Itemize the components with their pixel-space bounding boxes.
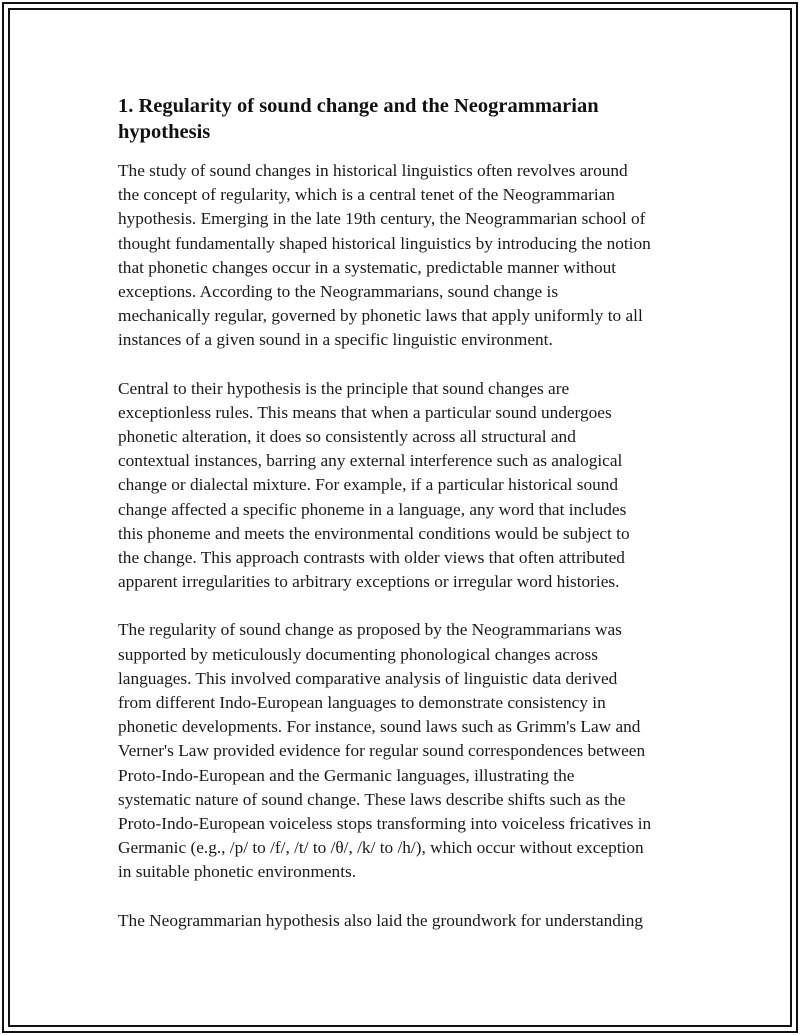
paragraph-regularity-intro: The study of sound changes in historical linguistics often revolves around the concept of regularity, which is a central tenet of the Neogrammarian hypothesis. Emerging in the late 19th century, the Neogrammarian school of thought fundamentally shaped historical linguistics by introducing the notion that phonetic changes occur in a systematic, predictable manner without exceptions. According to the Neogrammarians, sound change is mechanically regular, governed by phonetic laws that apply uniformly to all instances of a given sound in a specific linguistic environment. xyxy=(118,161,651,350)
section-heading: 1. Regularity of sound change and the Neogrammarian hypothesis xyxy=(118,95,599,143)
paragraph-exceptionless-rules: Central to their hypothesis is the principle that sound changes are exceptionless rules. This means that when a particular sound undergoes phonetic alteration, it does so consistently across all structural and contextual instances, barring any external interference such as analogical change or dialectal mixture. For example, if a particular historical sound change affected a specific phoneme in a language, any word that includes this phoneme and meets the environmental conditions would be subject to the change. This approach contrasts with older views that often attributed apparent irregularities to arbitrary exceptions or irregular word histories. xyxy=(118,378,630,592)
paragraph-sound-laws: The regularity of sound change as proposed by the Neogrammarians was supported by meticulously documenting phonological changes across languages. This involved comparative analysis of linguistic data derived from different Indo-European languages to demonstrate consistency in phonetic developments. For instance, sound laws such as Grimm's Law and Verner's Law provided evidence for regular sound correspondences between Proto-Indo-European and the Germanic languages, illustrating the systematic nature of sound change. These laws describe shifts such as the Proto-Indo-European voiceless stops transforming into voiceless fricatives in Germanic (e.g., /p/ to /f/, /t/ to /θ/, /k/ to /h/), which occur without exception in suitable phonetic environments. xyxy=(118,620,652,882)
paragraph-groundwork: The Neogrammarian hypothesis also laid the groundwork for understanding xyxy=(118,910,644,930)
document-body xyxy=(118,93,693,957)
